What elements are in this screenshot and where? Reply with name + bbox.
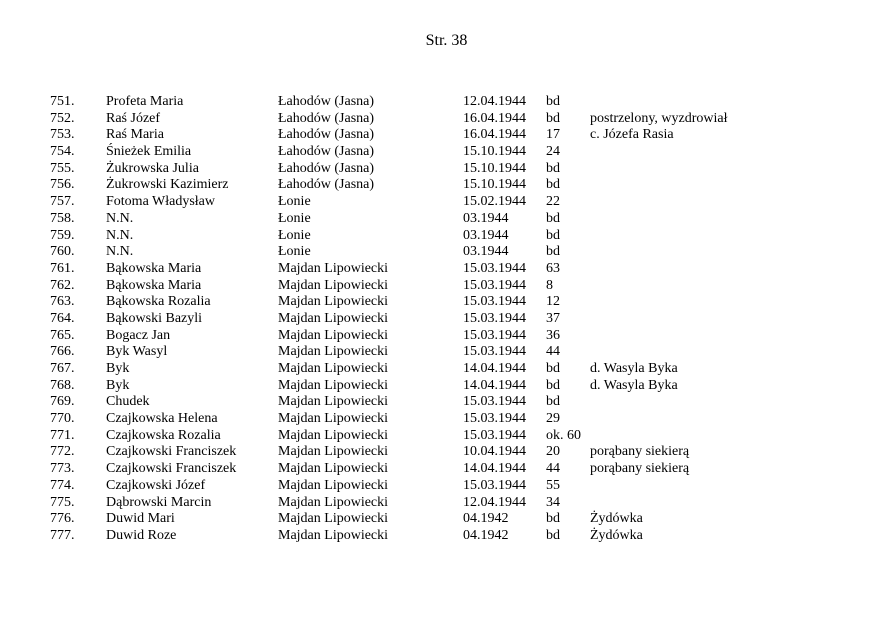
record-number: 756. — [50, 177, 75, 193]
record-place: Łonie — [278, 227, 311, 243]
record-row — [0, 294, 893, 311]
record-note: postrzelony, wyzdrowiał — [590, 110, 728, 126]
record-place: Łahodów (Jasna) — [278, 160, 375, 176]
record-date: 15.03.1944 — [463, 260, 526, 276]
record-number: 753. — [50, 127, 75, 143]
record-name: Bąkowska Maria — [106, 277, 202, 293]
record-row — [0, 394, 893, 411]
record-place: Majdan Lipowiecki — [278, 361, 389, 376]
record-number: 751. — [50, 94, 75, 109]
record-name: Duwid Roze — [106, 527, 177, 543]
record-row — [0, 278, 893, 295]
record-name: Fotoma Władysław — [106, 194, 216, 210]
record-age: 8 — [546, 277, 553, 293]
record-place: Majdan Lipowiecki — [278, 294, 389, 310]
record-number: 755. — [50, 160, 75, 176]
record-place: Łahodów (Jasna) — [278, 127, 375, 143]
record-note: c. Józefa Rasia — [590, 127, 674, 143]
record-name: Czajkowski Franciszek — [106, 461, 237, 477]
record-place: Majdan Lipowiecki — [278, 477, 389, 493]
record-number: 773. — [50, 461, 75, 477]
record-date: 15.10.1944 — [463, 177, 526, 193]
record-name: Czajkowski Józef — [106, 477, 206, 493]
record-note: porąbany siekierą — [590, 461, 690, 477]
record-place: Majdan Lipowiecki — [278, 527, 389, 543]
record-name: Żukrowska Julia — [106, 160, 199, 176]
record-date: 15.03.1944 — [463, 427, 526, 443]
record-row — [0, 94, 893, 111]
record-date: 15.03.1944 — [463, 310, 526, 326]
record-date: 12.04.1944 — [463, 494, 526, 510]
record-place: Łonie — [278, 194, 311, 210]
record-note: d. Wasyla Byka — [590, 361, 678, 376]
record-age: 44 — [546, 344, 560, 360]
record-place: Majdan Lipowiecki — [278, 511, 389, 527]
record-place: Majdan Lipowiecki — [278, 411, 389, 427]
record-age: 29 — [546, 411, 560, 427]
record-number: 757. — [50, 194, 75, 210]
record-name: Bąkowski Bazyli — [106, 310, 203, 326]
record-place: Majdan Lipowiecki — [278, 344, 389, 360]
record-place: Majdan Lipowiecki — [278, 310, 389, 326]
page-title: Str. 38 — [425, 32, 468, 49]
record-number: 775. — [50, 494, 75, 510]
record-age: bd — [546, 394, 560, 410]
record-age: 20 — [546, 444, 560, 460]
record-number: 762. — [50, 277, 75, 293]
record-place: Majdan Lipowiecki — [278, 277, 389, 293]
record-row — [0, 311, 893, 328]
record-number: 760. — [50, 244, 75, 260]
record-age: bd — [546, 511, 560, 527]
record-place: Majdan Lipowiecki — [278, 427, 389, 443]
record-date: 15.03.1944 — [463, 411, 526, 427]
record-row — [0, 161, 893, 178]
record-number: 770. — [50, 411, 75, 427]
record-place: Łahodów (Jasna) — [278, 177, 375, 193]
record-date: 15.03.1944 — [463, 327, 526, 343]
record-place: Majdan Lipowiecki — [278, 327, 389, 343]
record-age: ok. 60 — [546, 427, 581, 443]
record-age: 34 — [546, 494, 560, 510]
record-date: 16.04.1944 — [463, 127, 526, 143]
record-date: 15.10.1944 — [463, 160, 526, 176]
record-age: bd — [546, 361, 560, 376]
record-number: 764. — [50, 310, 75, 326]
record-name: Czajkowska Rozalia — [106, 427, 221, 443]
record-age: 55 — [546, 477, 560, 493]
record-number: 759. — [50, 227, 75, 243]
record-name: Dąbrowski Marcin — [106, 494, 212, 510]
record-note: porąbany siekierą — [590, 444, 690, 460]
records-list — [0, 94, 893, 545]
record-age: 17 — [546, 127, 560, 143]
record-number: 771. — [50, 427, 75, 443]
record-number: 761. — [50, 260, 75, 276]
record-number: 776. — [50, 511, 75, 527]
record-date: 12.04.1944 — [463, 94, 526, 109]
record-note: d. Wasyla Byka — [590, 377, 678, 393]
record-name: Byk — [106, 361, 130, 376]
record-name: Byk — [106, 377, 130, 393]
record-age: bd — [546, 177, 560, 193]
record-number: 758. — [50, 210, 75, 226]
record-place: Łonie — [278, 244, 311, 260]
record-date: 04.1942 — [463, 511, 509, 527]
record-age: bd — [546, 94, 560, 109]
record-name: Raś Maria — [106, 127, 164, 143]
record-age: 22 — [546, 194, 560, 210]
record-name: Bogacz Jan — [106, 327, 171, 343]
record-place: Łahodów (Jasna) — [278, 94, 375, 109]
record-age: bd — [546, 377, 560, 393]
record-row — [0, 111, 893, 128]
record-row — [0, 378, 893, 395]
record-date: 15.03.1944 — [463, 394, 526, 410]
record-row — [0, 244, 893, 261]
record-number: 754. — [50, 144, 75, 160]
record-row — [0, 344, 893, 361]
record-date: 16.04.1944 — [463, 110, 526, 126]
record-place: Majdan Lipowiecki — [278, 444, 389, 460]
record-name: Chudek — [106, 394, 150, 410]
record-date: 03.1944 — [463, 244, 509, 260]
record-row — [0, 328, 893, 345]
record-row — [0, 144, 893, 161]
record-note: Żydówka — [590, 511, 643, 527]
record-number: 774. — [50, 477, 75, 493]
record-age: 12 — [546, 294, 560, 310]
record-name: Czajkowska Helena — [106, 411, 218, 427]
record-date: 15.10.1944 — [463, 144, 526, 160]
record-date: 03.1944 — [463, 210, 509, 226]
record-name: N.N. — [106, 210, 134, 226]
record-name: Śnieżek Emilia — [106, 144, 192, 160]
record-row — [0, 211, 893, 228]
record-date: 03.1944 — [463, 227, 509, 243]
record-date: 10.04.1944 — [463, 444, 526, 460]
record-row — [0, 411, 893, 428]
record-row — [0, 495, 893, 512]
record-name: Żukrowski Kazimierz — [106, 177, 229, 193]
record-name: Bąkowska Rozalia — [106, 294, 211, 310]
record-age: 37 — [546, 310, 560, 326]
record-date: 15.03.1944 — [463, 294, 526, 310]
record-row — [0, 228, 893, 245]
record-age: bd — [546, 227, 560, 243]
record-name: Profeta Maria — [106, 94, 184, 109]
record-place: Majdan Lipowiecki — [278, 260, 389, 276]
record-place: Łahodów (Jasna) — [278, 144, 375, 160]
record-row — [0, 194, 893, 211]
record-row — [0, 461, 893, 478]
record-age: 24 — [546, 144, 560, 160]
record-number: 777. — [50, 527, 75, 543]
record-age: bd — [546, 210, 560, 226]
record-number: 767. — [50, 361, 75, 376]
record-name: Czajkowski Franciszek — [106, 444, 237, 460]
record-row — [0, 428, 893, 445]
record-age: 63 — [546, 260, 560, 276]
record-number: 766. — [50, 344, 75, 360]
record-place: Majdan Lipowiecki — [278, 461, 389, 477]
record-place: Majdan Lipowiecki — [278, 494, 389, 510]
record-date: 15.03.1944 — [463, 344, 526, 360]
record-name: Bąkowska Maria — [106, 260, 202, 276]
record-row — [0, 528, 893, 545]
record-age: bd — [546, 160, 560, 176]
record-row — [0, 511, 893, 528]
record-age: 44 — [546, 461, 560, 477]
record-age: bd — [546, 527, 560, 543]
record-date: 15.03.1944 — [463, 277, 526, 293]
record-date: 14.04.1944 — [463, 461, 526, 477]
record-name: N.N. — [106, 227, 134, 243]
record-name: Raś Józef — [106, 110, 161, 126]
record-date: 04.1942 — [463, 527, 509, 543]
record-date: 14.04.1944 — [463, 361, 526, 376]
record-place: Majdan Lipowiecki — [278, 394, 389, 410]
record-row — [0, 361, 893, 378]
record-note: Żydówka — [590, 527, 643, 543]
record-age: 36 — [546, 327, 560, 343]
record-place: Łahodów (Jasna) — [278, 110, 375, 126]
record-row — [0, 444, 893, 461]
record-number: 772. — [50, 444, 75, 460]
record-row — [0, 261, 893, 278]
record-row — [0, 127, 893, 144]
record-number: 769. — [50, 394, 75, 410]
record-date: 15.03.1944 — [463, 477, 526, 493]
record-date: 15.02.1944 — [463, 194, 526, 210]
record-name: Duwid Mari — [106, 511, 175, 527]
record-place: Majdan Lipowiecki — [278, 377, 389, 393]
record-age: bd — [546, 244, 560, 260]
record-row — [0, 478, 893, 495]
record-name: Byk Wasyl — [106, 344, 168, 360]
record-place: Łonie — [278, 210, 311, 226]
record-name: N.N. — [106, 244, 134, 260]
record-row — [0, 177, 893, 194]
record-age: bd — [546, 110, 560, 126]
record-number: 768. — [50, 377, 75, 393]
record-number: 763. — [50, 294, 75, 310]
record-date: 14.04.1944 — [463, 377, 526, 393]
record-number: 765. — [50, 327, 75, 343]
record-number: 752. — [50, 110, 75, 126]
